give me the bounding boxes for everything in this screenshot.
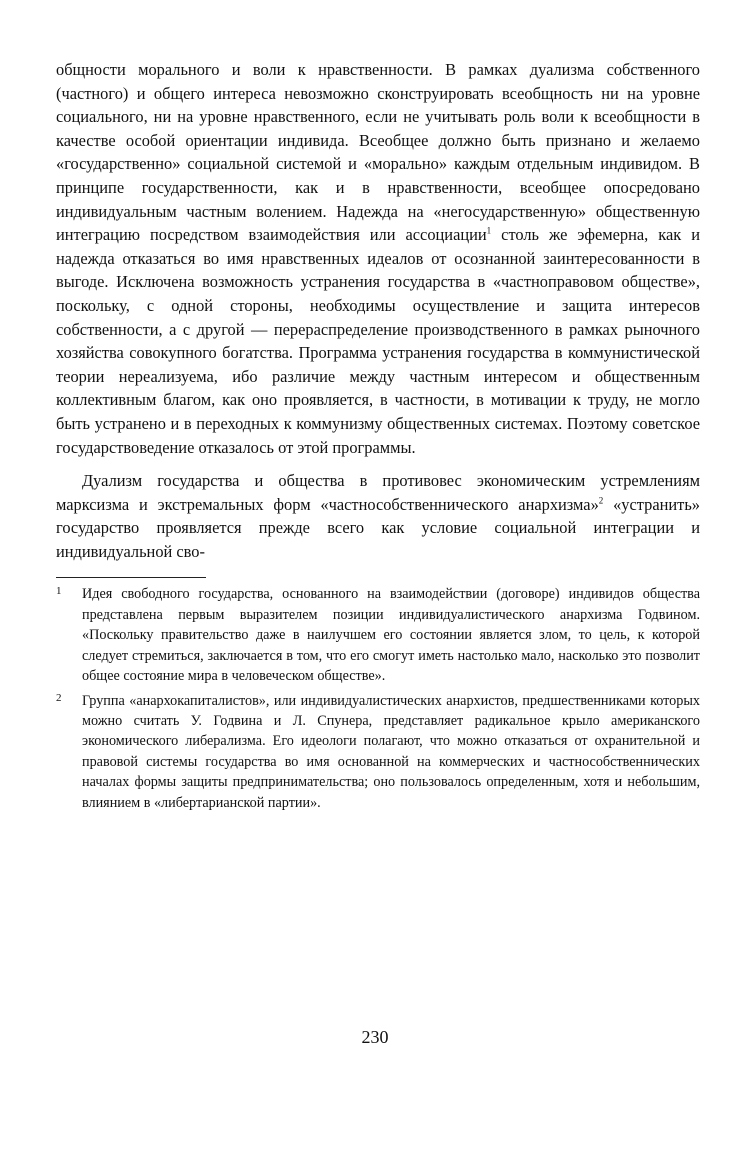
footnotes (56, 584, 700, 812)
footnote-divider (56, 577, 206, 578)
paragraph-1-text: общности морального и воли к нравственности. В рамках дуализма собственного (частного) и общего интереса невозможно сконструировать всеобщность ни на уровне социального, ни на уровне нравственного, если не учитывать роль воли к всеобщности в качестве особой ориентации индивида. Всеобщее должно быть признано и желаемо «государственно» социальной системой и «морально» каждым отдельным индивидом. В принципе государственности, как и в нравственности, всеобщее опосредовано индивидуальным частным волением. Надежда на «негосударственную» общественную интеграцию посредством взаимодействия или ассоциации (56, 60, 700, 245)
footnote-ref-1: 1 (486, 225, 492, 236)
footnote-text: Группа «анархокапиталистов», или индивидуалистических анархистов, предшественниками которых можно считать У. Годвина и Л. Спунера, представляет радикальное крыло американского экономического либерализма. Его идеологи полагают, что можно отказаться от охранительной и правовой системы государства во имя основанной на коммерческих и частнособственнических началах формы защиты предпринимательства; оно пользовалось определенным, хотя и небольшим, влиянием в «либертарианской партии». (82, 692, 700, 811)
main-text (56, 58, 700, 563)
footnote-mark: 2 (56, 691, 62, 704)
paragraph-2-text: Дуализм государства и общества в противовес экономическим устремлениям марксизма и экстремальных форм «частнособственнического анархизма» (56, 471, 700, 514)
paragraph-2 (56, 469, 700, 563)
footnote-ref-2: 2 (598, 495, 604, 506)
footnote-mark: 1 (56, 585, 62, 598)
page-number: 230 (361, 1027, 389, 1047)
book-page (56, 58, 700, 817)
footnote (56, 691, 700, 813)
footnote (56, 584, 700, 686)
footnote-text: Идея свободного государства, основанного на взаимодействии (договоре) индивидов общества представлена первым выразителем позиции индивидуалистического анархизма Годвином. «Поскольку правительство даже в наилучшем его состоянии является злом, то цель, к которой следует стремиться, заключается в том, что его смогут иметь настолько мало, насколько это позволит общее состояние мира в человеческом обществе». (82, 586, 700, 685)
paragraph-1-continuation: столь же эфемерна, как и надежда отказаться во имя нравственных идеалов от осознанной заинтересованности в выгоде. Исключена возможность устранения государства в «частноправовом обществе», поскольку, с одной стороны, необходимы осуществление и защита интересов собственности, а с другой — перераспределение производственного в рамках рыночного хозяйства совокупного богатства. Программа устранения государства в коммунистической теории нереализуема, ибо различие между частным интересом и общественным коллективным благом, как оно проявляется, в частности, в мотивации к труду, не могло быть устранено и в переходных к коммунизму общественных системах. Поэтому советское государствоведение отказалось от этой программы. (56, 225, 700, 457)
paragraph-2-continuation: «устранить» государство проявляется прежде всего как условие социальной интеграции и индивидуальной сво- (56, 494, 700, 561)
paragraph-1 (56, 58, 700, 459)
